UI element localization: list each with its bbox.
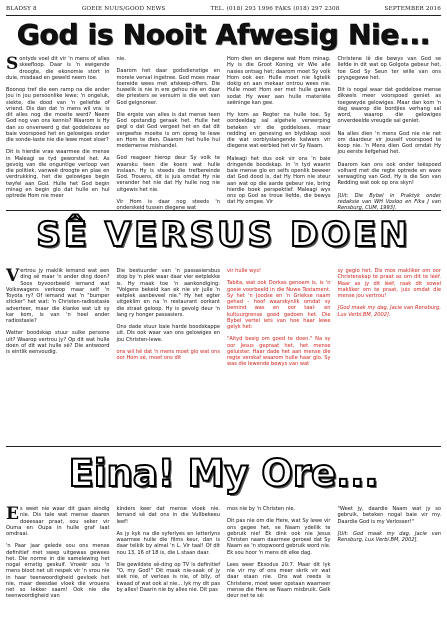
page-number: BLADSY 8: [6, 6, 37, 12]
article2-column-3: [227, 268, 331, 440]
paragraph: Hom dien en diegene wat Hom minag. Hy is die Groot Koning vir Wie alle nasies ontsag het; daarom moet Sy volk Hom ook eer. Hulle moet nie ligtelik dokig en aan mekaar ontrou wees nie. Hulle moet Hom eer met hulle gawes sodat Hy weer aan hulle materiële seëninge kan gee.: [227, 56, 331, 106]
article1-column-1: [6, 56, 110, 206]
article1-divider: [6, 210, 441, 211]
article1-body: [6, 54, 441, 211]
paragraph: Tabita, wat ook Dorkas genoem is, is 'n goeie voorbeeld in die Nuwe Testament. Sy het 'n Joodse en 'n Griekse naam gehad - hoof waarskynlik omdat sy bemind was en oor taal- en kultuurgrense goed gedoen het. Die Bybel vertel iets van hoe haar lewe gelyk het:: [227, 280, 331, 330]
article1-column-3: [227, 56, 331, 206]
paragraph: [6, 268, 110, 324]
issue-date: SEPTEMBER 2016: [384, 6, 441, 12]
paragraph: Dit pas nie om die Here, wat Sy lewe vir ons gegee het, se Naam ydellik te gebruik nie! Ek dink ook nie Jesus Christen naam daarmee geroeel dat Sy Naam as 'n stopwoord gebruik word nie. Ek sou hoor 'n mens dit elke dag.: [227, 518, 331, 556]
header-rule: [6, 15, 441, 16]
paragraph: "Altyd besig om goed te doen." Na sy oor Jesus gepraat het, het mense geluister. Haar dade het aan mense die regte verskaf waarom hulle haar glo. Sy was die lewende bewys van wat: [227, 336, 331, 368]
paragraph: Ons dade stuur baie harde boodskappe uit. Dis ook waar van ons gelowiges en jou Christen-lewe.: [116, 324, 220, 343]
contact-info: TEL. (018) 293 1996 FAKS (018) 297 2308: [210, 6, 340, 12]
article3-column-4: [338, 506, 442, 636]
newspaper-name: GOEIE NUUS/GOOD NEWS: [81, 6, 166, 12]
paragraph: [God maak my dag, Jacie van Rensburg, Lux Verbi.BM, 2002].: [337, 305, 441, 318]
paragraph-text: s weet nie waar dit gaan eindig nie. Dis tale wat mense daaren doeesaar praat, sou seker vir Ouma en Oupa in hulle graf laat omdraai.: [6, 506, 110, 537]
article2-column-4: [338, 268, 442, 440]
paragraph: [6, 56, 110, 81]
article3-column-2: [117, 506, 221, 636]
article2-divider: [6, 446, 441, 447]
paragraph: sy geglo het. Dis mos makliker om oor Christenskap te praat as om dit te lééf. Maar as jy dit lééf, raak dit sowel makliker om te praat, juis omdat die mense jou vertrou!: [337, 268, 441, 299]
article3-column-1: [6, 506, 110, 636]
paragraph: Die bestuurder van 'n passasiersbus stop by 'n plek waar daar vier eetplekke is. Hy maak toe 'n aankondiging: "Volgens bekeid kan ek nie vir julle 'n eetplek aanbeveel nie." Hy het egter uitgeklim en na 'n restaurant oorkant die straat geloop. Hy is gevolg deur 'n lang ry honger passasiers.: [116, 268, 220, 318]
paragraph: kinders keer dat mense vloek nie. Iemand sê dat ons in die Vullbekeeu leef!: [116, 506, 220, 525]
paragraph: Die ergste van alles is dat mense teen God opstandig geraak het. Hulle het gegl o dat God vergeet het en dat dit vergeefse moeite is om opreg te lewe en Hom te dien. Daarom het hulle hul medemense mishandel.: [116, 111, 220, 149]
paragraph: As jy kyk na die syferlyes en letterlyns waarmee hulle die films keur, dan is daar telkik by almal 'n L. Vir taal! Of dit nou 13, 16 of 18 is, die L staan daar.: [116, 530, 220, 556]
paragraph: mos nie by 'n Christen nie.: [227, 506, 296, 512]
article2-column-1: [6, 268, 110, 440]
article3-body: [6, 506, 441, 636]
paragraph: Vir Hom is daar nog steeds 'n onderskeid tussen diegene wat: [116, 198, 220, 211]
paragraph: 'n Paar jaar gelede sou ons mense definitief met swep uitgewas gewees het. Die norme in die samelewing het nogal ernstig geskuif. Vroeër sou 'n mens bloot net uit respek vir 'n vrou nie in haar teenwoordigheid gevloek het nie, maar deesdae vloek die vrouens net so lekker saam! Ook nie die teenwoordigheid van: [6, 543, 110, 600]
paragraph: vir hulle wys!: [227, 268, 262, 274]
paragraph: [Uit: Die Bybel in Praktyk onder redaksie van WH Vosloo en Fika J van Rensburg, CUM, 1993].: [337, 192, 441, 211]
paragraph: nie.: [116, 56, 126, 62]
paragraph: Boonop tref die een ramp na die ander jou in jou persoonlike lewe; 'n ongeluk, siekte, die dood van 'n geliefde of vriend. Dis dan dat 'n mens wil vra: is dit alles nog die moeite werd? Neem God nog van ons kennis? Waarom is Hy dan so onverwerd g dat goddelozes so baie voorspoed het en gelowiges onder die sonde-laste nie die lewe moet sloer?: [6, 87, 110, 143]
paragraph: Daarom het daar godsdienstige en morele verval ingetree. God moes maar toereide wees met afskeep-offers. Die huwelik is nie in ere gehou nie en daar die priesters se versuim is die wet van God gelgnoreer.: [116, 68, 220, 106]
page-header: [6, 4, 441, 14]
paragraph: Dit is hierdie vrae waarmee die mense in Maleagi se tyd geworstel het. As gevolg van die onguntige verloop van die politiek, vanweë droogte en plae en verdrukking, het die gelowiges begin twyfel aan God. Hulle het God begin minag en begin glo dat hulle en hul optrede Hom nie meer: [6, 149, 110, 199]
article2-title: SÊ VERSUS DOEN: [36, 215, 411, 255]
article1-column-2: [116, 56, 221, 211]
article3-column-3: [227, 506, 331, 636]
drop-cap: S: [6, 54, 19, 74]
paragraph-text: ertrou jy maklik iemand wat een ding sê maar 'n ander ding doen? Soos byvoorbeeld iemand wat Volkswagens verkoop maar self 'n Toyota ry? Of iemand wat 'n "bumper sticker" het wat: 'n Christen-radiostasie adverteer, maar die klanke wat uit sy kar kom, is van 'n heel ander radiostasie?: [6, 268, 110, 324]
paragraph: Christene lê die bewys van God se liefde in dit wat op Golgota gebeur het, toe God Sy Seun ter wille van ons prysgegewe het.: [337, 56, 441, 81]
paragraph: Lees weer Eksodus 20:7. Maar dit lyk nie vir my of ons meer skrik vir wat daar staan nie. Ons wat reeds is Christene, moet weer opstaan waarneer mense die Here se Naam misbruik. Gelk deur net te sê:: [227, 561, 331, 599]
paragraph: Na alles dien 'n mens God nie nie net om daardeur vir jouself voorspoed te koop nie. 'n Mens dien God omdat Hy jou eerste liefgehad het.: [337, 130, 441, 156]
article1-title: God is Nooit Afwesig Nie...: [16, 18, 431, 51]
article2-column-2: [117, 268, 221, 440]
paragraph: "Weet jy, daardie Naam wat jy so gebruik, beteken nogal baie vir my. Daardie God is my Verlosser!": [337, 506, 441, 525]
article1-column-4: [337, 56, 442, 211]
article2-body: [6, 268, 441, 440]
paragraph: [6, 506, 110, 537]
paragraph: Hy kom as Regter na hulle toe. Sy oordeeldag sal algehele verwerping beteken vir die goddeloses, maar redding en genesing en blydskap sooi die wat oorblyslangende kalwers vir diegene wat eerbied het vir Sy Naam.: [227, 112, 331, 150]
paragraph: Maleagi het dus ook vir ons 'n baie dringende boodskap. In 'n tyd waarin baie mense glo en selfs openlik beweer dat God dood is, dat Hy Hom nie steur aan wat op die aarde gebeur nie, bring hierdie boek perspektief. Maleagi wys ons op God se troue liefde, die bewys dat Hy omgee. Vir: [227, 155, 331, 206]
drop-cap: V: [6, 266, 20, 286]
paragraph: Dit is nogal waar dat goddelose mense dikwels meer voorspoed geniet as toegewyde gelowiges. Maar dan kom 'n dag waarop die bordjies verhang sal word, waarop die gelowiges onverdeelde vreugde sal geniet.: [337, 87, 441, 125]
paragraph: Daarom kan ons ook onder teëspoed volhard met die regte optrede en ware verwagting van God. Hy is die Son van Redding wat ook op ons skyn!: [337, 161, 441, 187]
drop-cap: E: [6, 504, 19, 524]
paragraph: ons wil hê dat 'n mens moet glo wat ons oor Hom sê, moet ons dit: [116, 348, 220, 361]
paragraph: [Uit: God maak my dag, Jacie van Rensburg, Lux Verbi.BM, 2002].: [337, 530, 441, 543]
paragraph-text: ontyds voel dit vir 'n mens of alles skeefloop. Daar is 'n ewigende droogte, die ekonomie stort in duie, misdaad en geweld neem toe.: [6, 56, 110, 81]
paragraph: God reageer hierop deur Sy volk te waarsku teen die koers wat hulle inslaan. Hy is steeds die trefbereinde God. Trouens, dit is juis omdat Hy nie verander het nie dat Hy hulle nog nie uitgewis het nie.: [116, 155, 220, 193]
paragraph: Watter boodskap stuur sulke persone uit? Waarop vertrou jy? Op dit wat hulle doen of dit wat hulle sê? Die antwoord is eintlik eenvoudig.: [6, 330, 110, 355]
paragraph: Die gewildste sê-ding op TV is definitief "O, my God!" Dit maak nie-saak of jy siek nie, of verloas is nie, of blly, of kwaad of wat ook al nie... lyk my dit pas by alles! Daarin nie by alles nie. Dit pas: [116, 561, 220, 593]
article3-title: Eina! My Ore...: [68, 452, 379, 495]
